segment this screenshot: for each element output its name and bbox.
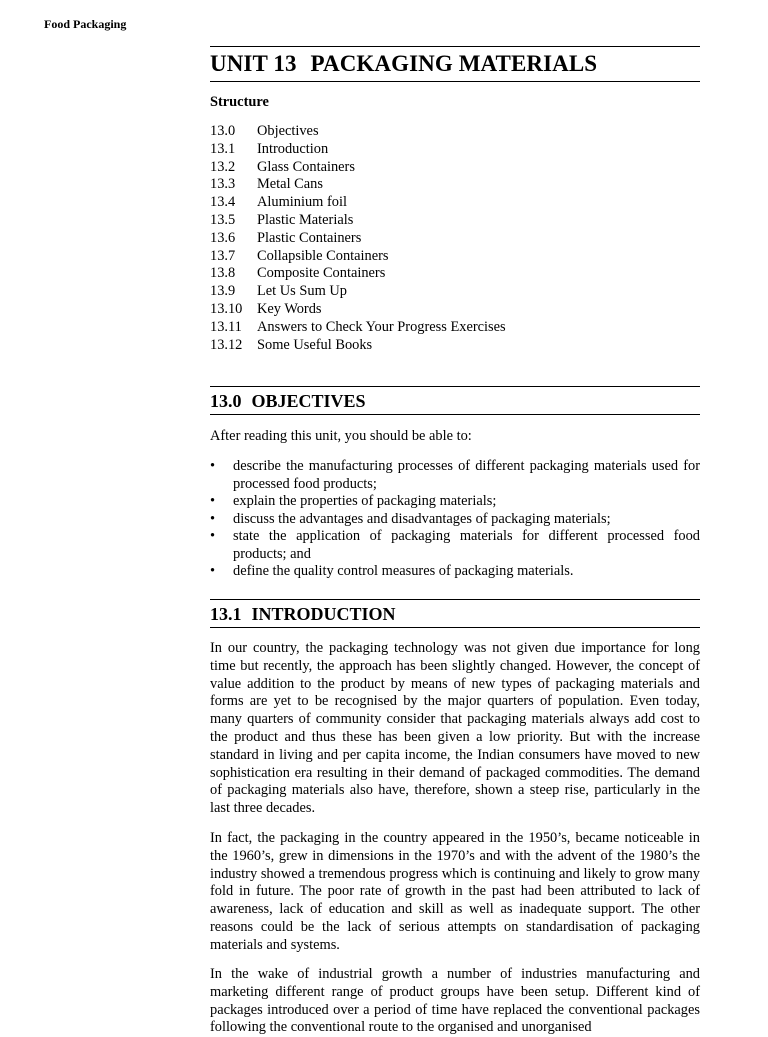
structure-item-number: 13.3 <box>210 176 236 193</box>
structure-item-label: Key Words <box>257 300 322 317</box>
objective-bullet-item <box>210 493 700 511</box>
objectives-bottom-rule <box>210 414 700 415</box>
structure-item <box>210 265 700 283</box>
bullet-icon: • <box>210 563 216 579</box>
structure-item-label: Glass Containers <box>257 158 355 175</box>
unit-title <box>210 51 700 77</box>
objective-bullet-text: explain the properties of packaging materials; <box>233 493 497 509</box>
structure-item-number: 13.10 <box>210 300 243 317</box>
objective-bullet-text: describe the manufacturing processes of different packaging materials used for processed food products; <box>233 458 700 492</box>
objectives-number: 13.0 <box>210 391 242 411</box>
structure-item <box>210 194 700 212</box>
structure-item-label: Plastic Materials <box>257 211 354 228</box>
structure-item-label: Plastic Containers <box>257 229 362 246</box>
structure-item <box>210 123 700 141</box>
unit-number: UNIT 13 <box>210 51 297 76</box>
structure-item-label: Aluminium foil <box>257 194 347 211</box>
bullet-icon: • <box>210 458 216 474</box>
unit-title-top-rule <box>210 46 700 47</box>
unit-name: PACKAGING MATERIALS <box>310 51 598 76</box>
structure-item <box>210 301 700 319</box>
structure-item-label: Introduction <box>257 140 329 157</box>
structure-item-number: 13.12 <box>210 336 243 353</box>
structure-item-label: Collapsible Containers <box>257 247 389 264</box>
objectives-bullet-list <box>210 458 700 581</box>
structure-item <box>210 319 700 337</box>
structure-item <box>210 141 700 159</box>
structure-item-number: 13.7 <box>210 247 236 264</box>
structure-item-number: 13.1 <box>210 140 236 157</box>
running-head: Food Packaging <box>44 17 127 31</box>
structure-item <box>210 159 700 177</box>
introduction-paragraph-1: In our country, the packaging technology was not given due importance for long time but recently, the approach has been slightly changed. However, the concept of value addition to the product by means of new types of packaging materials and forms are yet to be recognised by the major quarters of population. Even today, many quarters of community consider that packaging materials always add cost to the product and thus these has been given a low priority. But with the increase standard in living and per capita income, the Indian consumers have moved to new sophistication era resulting in their demand of packaged commodities. The demand of packaging materials also have, therefore, shown a steep rise, particularly in the last three decades. <box>210 640 700 817</box>
introduction-heading <box>210 604 700 625</box>
objective-bullet-item <box>210 528 700 563</box>
objective-bullet-text: define the quality control measures of packaging materials. <box>233 563 574 579</box>
structure-item-number: 13.9 <box>210 283 236 300</box>
structure-item-number: 13.2 <box>210 158 236 175</box>
objectives-heading <box>210 391 700 412</box>
bullet-icon: • <box>210 493 216 509</box>
introduction-title: INTRODUCTION <box>251 604 396 624</box>
structure-item <box>210 337 700 355</box>
introduction-paragraph-3: In the wake of industrial growth a number of industries manufacturing and marketing different range of product groups have been setup. Different kind of packages introduced over a period of time have replaced the conventional packages following the conventional route to the organised and unorganised <box>210 966 700 1036</box>
structure-item <box>210 176 700 194</box>
structure-item-number: 13.5 <box>210 211 236 228</box>
objective-bullet-text: discuss the advantages and disadvantages of packaging materials; <box>233 510 611 527</box>
objectives-top-rule <box>210 386 700 387</box>
unit-title-bottom-rule <box>210 81 700 82</box>
bullet-icon: • <box>210 510 216 527</box>
structure-item-label: Objectives <box>257 123 319 139</box>
structure-item-label: Some Useful Books <box>257 336 373 353</box>
objective-bullet-text: state the application of packaging materials for different processed food products; and <box>233 528 700 562</box>
structure-list <box>210 123 700 354</box>
structure-item-number: 13.11 <box>210 318 242 335</box>
objective-bullet-item <box>210 458 700 493</box>
objective-bullet-item <box>210 511 700 529</box>
structure-item-label: Answers to Check Your Progress Exercises <box>257 318 506 335</box>
structure-item <box>210 212 700 230</box>
objective-bullet-item <box>210 563 700 581</box>
introduction-paragraph-2: In fact, the packaging in the country appeared in the 1950’s, became noticeable in the 1960’s, grew in dimensions in the 1970’s and with the advent of the 1980’s the industry showed a tremendous progress which is continuing and likely to grow many fold in future. The poor rate of growth in the past had been attributed to lack of awareness, lack of education and skill as well as inadequate support. The other reasons could be the lack of serious attempts on standardisation of packaging materials and systems. <box>210 830 700 953</box>
structure-item-label: Metal Cans <box>257 176 323 193</box>
objectives-intro: After reading this unit, you should be able to: <box>210 428 472 444</box>
structure-item <box>210 230 700 248</box>
structure-item-number: 13.0 <box>210 123 236 139</box>
structure-item-label: Composite Containers <box>257 265 386 282</box>
structure-item <box>210 248 700 266</box>
structure-heading: Structure <box>210 94 269 110</box>
structure-item-label: Let Us Sum Up <box>257 283 347 300</box>
introduction-bottom-rule <box>210 627 700 628</box>
structure-item-number: 13.4 <box>210 194 236 211</box>
structure-item-number: 13.8 <box>210 265 236 282</box>
objectives-title: OBJECTIVES <box>251 391 366 411</box>
structure-item <box>210 283 700 301</box>
introduction-number: 13.1 <box>210 604 242 624</box>
introduction-top-rule <box>210 599 700 600</box>
structure-item-number: 13.6 <box>210 229 236 246</box>
bullet-icon: • <box>210 528 216 544</box>
